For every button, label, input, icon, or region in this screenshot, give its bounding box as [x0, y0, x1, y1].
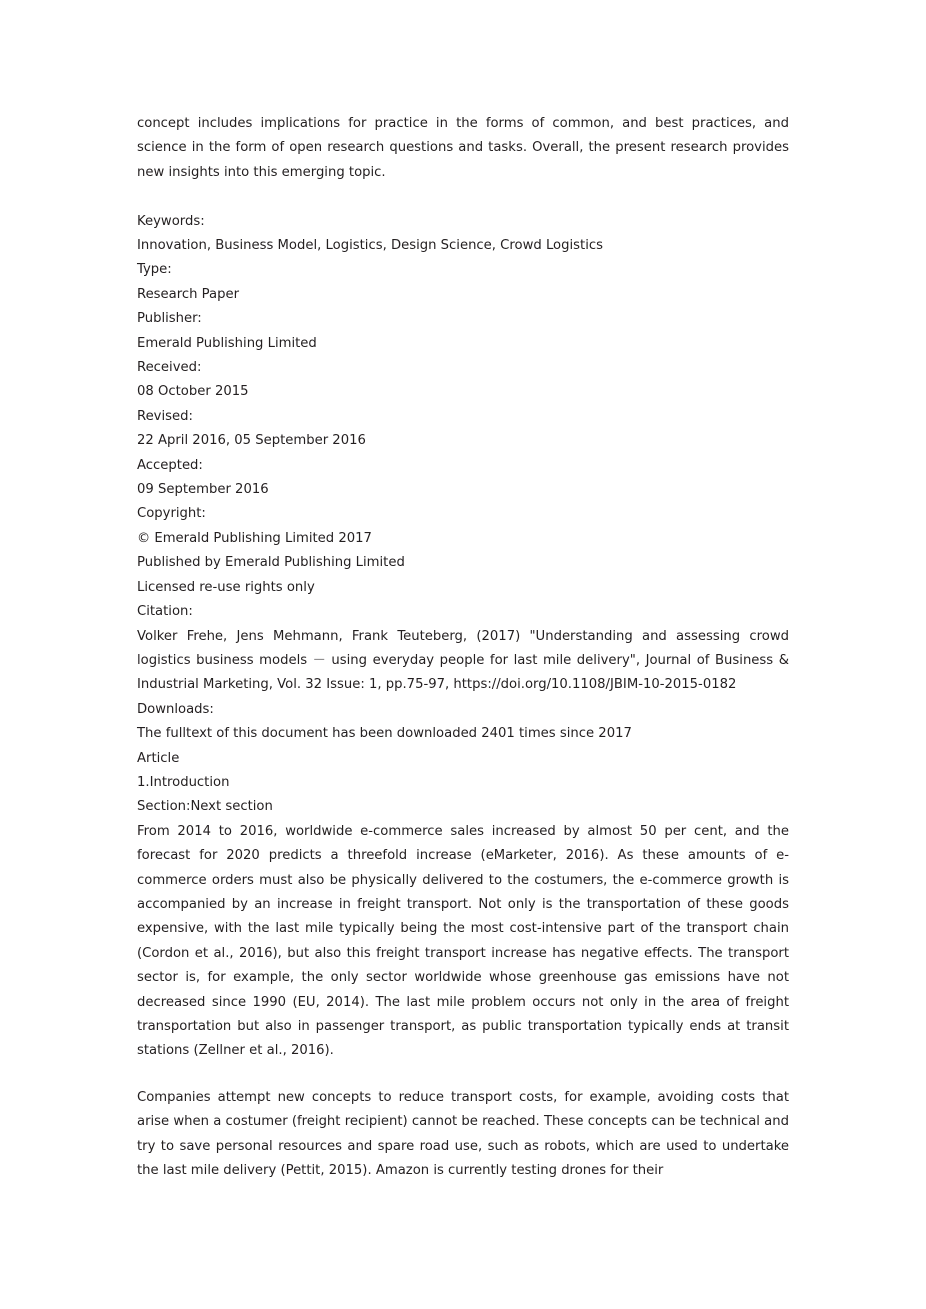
metadata-label-publisher: Publisher: — [137, 311, 202, 327]
metadata-label-received: Received: — [137, 360, 202, 376]
metadata-value-accepted: 09 September 2016 — [137, 482, 269, 498]
metadata-value-publisher: Emerald Publishing Limited — [137, 335, 317, 351]
metadata-label-keywords: Keywords: — [137, 213, 205, 229]
section-nav-next-section[interactable]: Section:Next section — [137, 799, 273, 815]
metadata-label-type: Type: — [137, 262, 172, 278]
metadata-label-revised: Revised: — [137, 408, 193, 424]
spacer — [137, 1064, 789, 1086]
metadata-value-keywords: Innovation, Business Model, Logistics, Design Science, Crowd Logistics — [137, 238, 603, 254]
downloads-value: The fulltext of this document has been downloaded 2401 times since 2017 — [137, 726, 632, 742]
metadata-label-downloads: Downloads: — [137, 701, 214, 717]
body-paragraph-1: From 2014 to 2016, worldwide e-commerce sales increased by almost 50 per cent, and the forecast for 2020 predicts a threefold increase (eMarketer, 2016). As these amounts of e-commerce orders must also be physically delivered to the costumers, the e-commerce growth is accompanied by an increase in freight transport. Not only is the transportation of these goods expensive, with the last mile typically being the most cost-intensive part of the transport chain (Cordon et al., 2016), but also this freight transport increase has negative effects. The transport sector is, for example, the only sector worldwide whose greenhouse gas emissions have not decreased since 1990 (EU, 2014). The last mile problem occurs not only in the area of freight transportation but also in passenger transport, as public transportation typically ends at transit stations (Zellner et al., 2016). — [137, 823, 789, 1059]
copyright-line-1: © Emerald Publishing Limited 2017 — [137, 530, 372, 546]
intro-continuation-paragraph: concept includes implications for practice in the forms of common, and best practices, and science in the form of open research questions and tasks. Overall, the present research provides new insights into this emerging topic. — [137, 116, 789, 180]
metadata-label-citation: Citation: — [137, 604, 193, 620]
metadata-label-accepted: Accepted: — [137, 457, 203, 473]
copyright-line-2: Published by Emerald Publishing Limited — [137, 555, 405, 571]
section-heading: 1.Introduction — [137, 774, 230, 790]
spacer — [137, 185, 789, 209]
copyright-line-3: Licensed re-use rights only — [137, 579, 315, 595]
body-paragraph-2: Companies attempt new concepts to reduce transport costs, for example, avoiding costs that arise when a costumer (freight recipient) cannot be reached. These concepts can be technical and try to save personal resources and spare road use, such as robots, which are used to undertake the last mile delivery (Pettit, 2015). Amazon is currently testing drones for their — [137, 1089, 789, 1179]
article-label: Article — [137, 750, 180, 766]
metadata-value-type: Research Paper — [137, 286, 240, 302]
text-column — [137, 112, 789, 1183]
metadata-value-received: 08 October 2015 — [137, 384, 249, 400]
metadata-value-revised: 22 April 2016, 05 September 2016 — [137, 433, 366, 449]
metadata-label-copyright: Copyright: — [137, 506, 206, 522]
citation-text: Volker Frehe, Jens Mehmann, Frank Teuteberg, (2017) "Understanding and assessing crowd logistics business models － using everyday people for last mile delivery", Journal of Business & Industrial Marketing, Vol. 32 Issue: 1, pp.75-97, https://doi.org/10.1108/JBIM-10-2015-0182 — [137, 628, 789, 693]
